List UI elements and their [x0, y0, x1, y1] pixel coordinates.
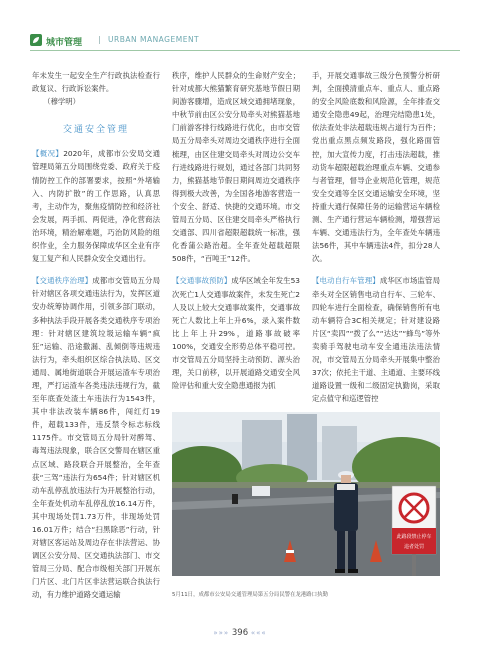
header-separator: | [98, 35, 101, 44]
paragraph: 秩序，维护人民群众的生命财产安全；针对成都大熊猫繁育研究基地节假日期间游客骤增，造成区域交通拥堵现象，中秋节前由区公安分局牵头对熊猫基地门前游客排行线路进行优化，由市交管局五分局牵头对周边交通秩序进行全面梳理，由区住建交局牵头对周边公交车行进线路进行规划，通过各部门共同努力，熊猫基地节假日期间周边交通秩序得到极大改善，为全国各地游客营造一个安全、舒适、快捷的交通环境。市交管局五分局、区住建交局牵头严格执行交通部、四川省超限超载统一标准，强化香蒲公路治超。全年查处超载超限508件，“百吨王”12件。 [172, 71, 300, 264]
sign-text-2: 违者处罚 [403, 544, 425, 550]
e-bike-text: 成华区市场监管局牵头对全区销售电动自行车、三轮车、四轮车进行全面检查，确保销售所有电动车辆符合3C相关规定；针对建设路片区“卖四”“拨了么”“达达”“蜂鸟”等外卖骑手驾驶电动车安全通违法违法情况，市交管局五分局牵头开展集中整治37次；依托主干道、主通道、主要环线道路设置一级和二级固定执勤岗，采取定点值守和巡逻管控 [312, 276, 440, 404]
e-bike-tag: 【电动自行车管理】 [312, 276, 380, 286]
overview-tag: 【概况】 [32, 149, 64, 159]
paragraph: 手，开展交通事故三级分色预警分析研判，全面摸清重点车、重点人、重点路的安全风险底数和风险源，全年排查交通安全隐患49起，治理完结隐患1处，依法查处非法超载违规占道行为百件；党出重点黑点频发路段，强化路面管控，加大宣传力度，打击违法超载，推动货车超限超载治理重点车辆、交通参与者管理，督导企业规范化管理，规范安全交通等全区交通运输安全环境，坚持重大通行保障任务的运输营运车辆检测、生产通行营运车辆检测，增强营运车辆、交通违法行为，全年查处车辆违法56件，其中车辆违法4件，扣分28人次。 [312, 71, 440, 264]
traffic-order-tag: 【交通秩序治理】 [32, 276, 93, 286]
text-column-2 [172, 69, 300, 392]
paragraph-e-bike [312, 274, 440, 405]
header-rule [30, 50, 460, 51]
leaf-logo-icon [30, 34, 42, 46]
accident-text: 成华区域全年发生53次死亡1人交通事故案件，未发生死亡2人及以上较大交通事故案件，交通事故死亡人数比上年上升6%，录入案件数比上年上升29%，道路事故破率100%，交通安全形势总体平稳可控。市交管局五分局坚持主动预防、源头治理，关口前移，以开展道路交通安全风险评估和重大安全隐患通报为抓 [172, 276, 300, 391]
paragraph-overview [32, 147, 160, 265]
text-column-1 [32, 69, 160, 602]
section-title: 城市管理 [46, 38, 83, 48]
police-photo [172, 412, 440, 576]
accident-tag: 【交通事故预防】 [172, 276, 232, 286]
traffic-order-text: 成都市交管局五分局针对辖区各项交通违法行为，发挥区道安办统筹协调作用，引领多部门联动，多种执法手段开展各类交通秩序专项治理：针对辖区建筑垃圾运输车辆“疯狂”运输、沿途撒漏、乱倾倒等违规违法行为，牵头组织区综合执法局、区交通局、属地街道联合开展运渣车专项治理，严打运渣车各类违法违规行为，截至年底查处渣土车违法行为1543件，其中非法改装车辆86件，闯红灯19件，超载133件，违反禁令标志标线1175件。市交管局五分局针对醉驾、毒驾违法现象，联合区交警局在辖区重点区域、路段联合开展整治，全年查获“三驾”违法行为654件；针对辖区机动车乱停乱放违法行为开展整治行动，全年查处机动车乱停乱放16.14万件，其中现场处罚1.73万件，非现场处罚16.01万件；结合“扫黑除恶”行动，针对辖区客运站及周边存在非法营运、协调区公安分局、区交通执法部门、市交管局三分局、配合市级相关部门开展东门片区、北门片区非法营运联合执法行动，有力维护道路交通运输 [32, 276, 160, 600]
page-dots-right: ««« [250, 629, 267, 637]
author-signature: （穆学明） [43, 97, 81, 107]
page-dots-left: »»» [213, 629, 230, 637]
sign-text-1: 此路段禁止停车 [396, 534, 432, 540]
page-header [30, 34, 460, 48]
section-title-en: URBAN MANAGEMENT [108, 35, 200, 44]
section-heading: 交通安全管理 [62, 125, 129, 136]
photo-illustration [172, 412, 440, 576]
paragraph-traffic-order [32, 274, 160, 601]
page-number: 396 [231, 628, 249, 638]
text-column-3 [312, 69, 440, 405]
page-number-footer [0, 628, 480, 638]
overview-text: 2020年，成都市公安局交通管理局第五分局围绕党委、政府关于疫情防控工作的部署要求，按照“外堵输入、内防扩散”的工作思路，认真思考，主动作为，聚焦疫情防控和经济社会发展，两手抓、两促进，净化营商法治环境，精治解难题，巧治防风险的组织作业，全力服务保障成华区全业有序复工复产和人民群众安全交通出行。 [32, 149, 160, 264]
paragraph: 年未发生一起安全生产行政执法检查行政复议、行政诉讼案件。 [32, 71, 160, 94]
paragraph-accident-prevention [172, 274, 300, 392]
photo-caption: 5月11日，成都市公安局交通管理局第五分局民警在龙港路口执勤 [172, 592, 328, 598]
